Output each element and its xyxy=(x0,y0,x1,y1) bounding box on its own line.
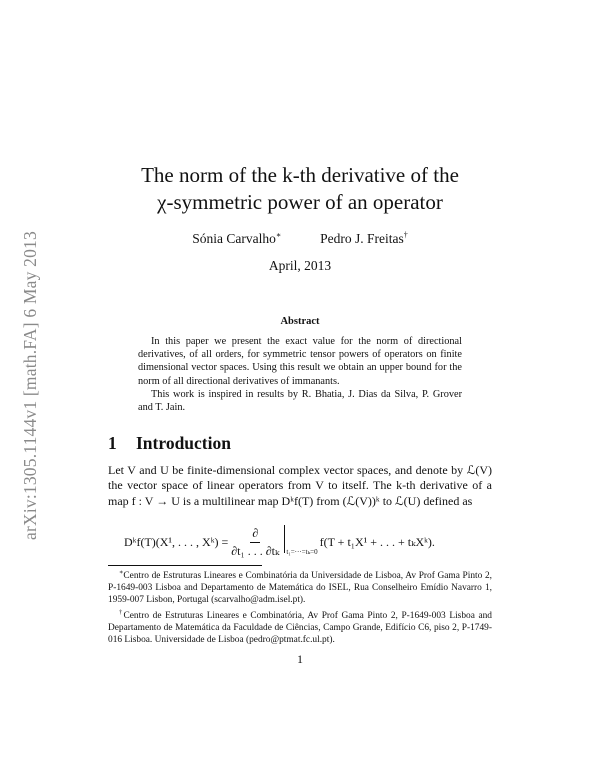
intro-paragraph: Let V and U be finite-dimensional complex vector spaces, and denote by ℒ(V) the vector space of linear operators from V to itself. The k-th derivative of a map f : V → U is a multilinear map Dᵏf(T) from (ℒ(V))ᵏ to ℒ(U) defined as xyxy=(108,463,492,508)
footnote-1 xyxy=(108,570,492,606)
author-name-1: Sónia Carvalho xyxy=(192,231,276,246)
author-mark-2: † xyxy=(403,230,408,240)
fraction-denominator: ∂t₁ . . . ∂tₖ xyxy=(231,544,280,558)
footnote-2-mark: † xyxy=(119,608,124,616)
page-number: 1 xyxy=(297,652,303,666)
arxiv-identifier-stamp: arXiv:1305.1144v1 [math.FA] 6 May 2013 xyxy=(20,231,40,540)
footnote-2-text: Centro de Estruturas Lineares e Combinatória, Av Prof Gama Pinto 2, P-1649-003 Lisboa and Departamento de Matemática da Faculdade de Ciências, Campo Grande, Edifício C6, piso 2, P-1749-016 Lisboa. Universidade de Lisboa (pedro@ptmat.fc.ul.pt). xyxy=(108,611,492,645)
equation-lhs: Dᵏf(T)(X¹, . . . , Xᵏ) = xyxy=(124,535,229,549)
paper-title xyxy=(90,162,510,216)
section-number: 1 xyxy=(108,433,117,453)
derivative-equation xyxy=(124,526,435,559)
evaluation-bar xyxy=(284,525,285,553)
publication-date: April, 2013 xyxy=(268,258,332,273)
title-line-1: The norm of the k-th derivative of the xyxy=(141,163,459,187)
evaluation-point: t₁=···=tₖ=0 xyxy=(286,547,318,556)
section-title: Introduction xyxy=(136,433,231,453)
abstract-heading: Abstract xyxy=(280,316,320,327)
fraction-numerator: ∂ xyxy=(250,526,260,543)
abstract-body xyxy=(138,335,462,414)
author-list xyxy=(0,231,600,247)
title-line-2: χ-symmetric power of an operator xyxy=(157,190,443,214)
author-name-2: Pedro J. Freitas xyxy=(320,231,404,246)
equation-fraction xyxy=(231,526,279,559)
author-mark-1: ∗ xyxy=(275,230,282,240)
section-heading xyxy=(108,433,231,454)
footnote-1-mark: ∗ xyxy=(119,568,124,576)
abstract-paragraph-1: In this paper we present the exact value for the norm of directional derivatives, of all orders, for symmetric tensor powers of operators on finite dimensional vector spaces. Using this result we obtain an upper bound for the norm of all directional derivatives of immanants. xyxy=(138,336,462,387)
footnote-1-text: Centro de Estruturas Lineares e Combinatória da Universidade de Lisboa, Av Prof Gama Pinto 2, P-1649-003 Lisboa and Departamento de Matemática do ISEL, Rua Conselheiro Emídio Navarro 1, 1959-007 Lisbon, Portugal (scarvalho@adm.isel.pt). xyxy=(108,571,492,605)
footnote-2 xyxy=(108,610,492,646)
abstract-paragraph-2: This work is inspired in results by R. Bhatia, J. Dias da Silva, P. Grover and T. Jain. xyxy=(138,388,462,414)
footnote-divider xyxy=(108,565,262,566)
footnotes xyxy=(108,570,492,650)
equation-rhs: f(T + t₁X¹ + . . . + tₖXᵏ). xyxy=(319,535,435,549)
